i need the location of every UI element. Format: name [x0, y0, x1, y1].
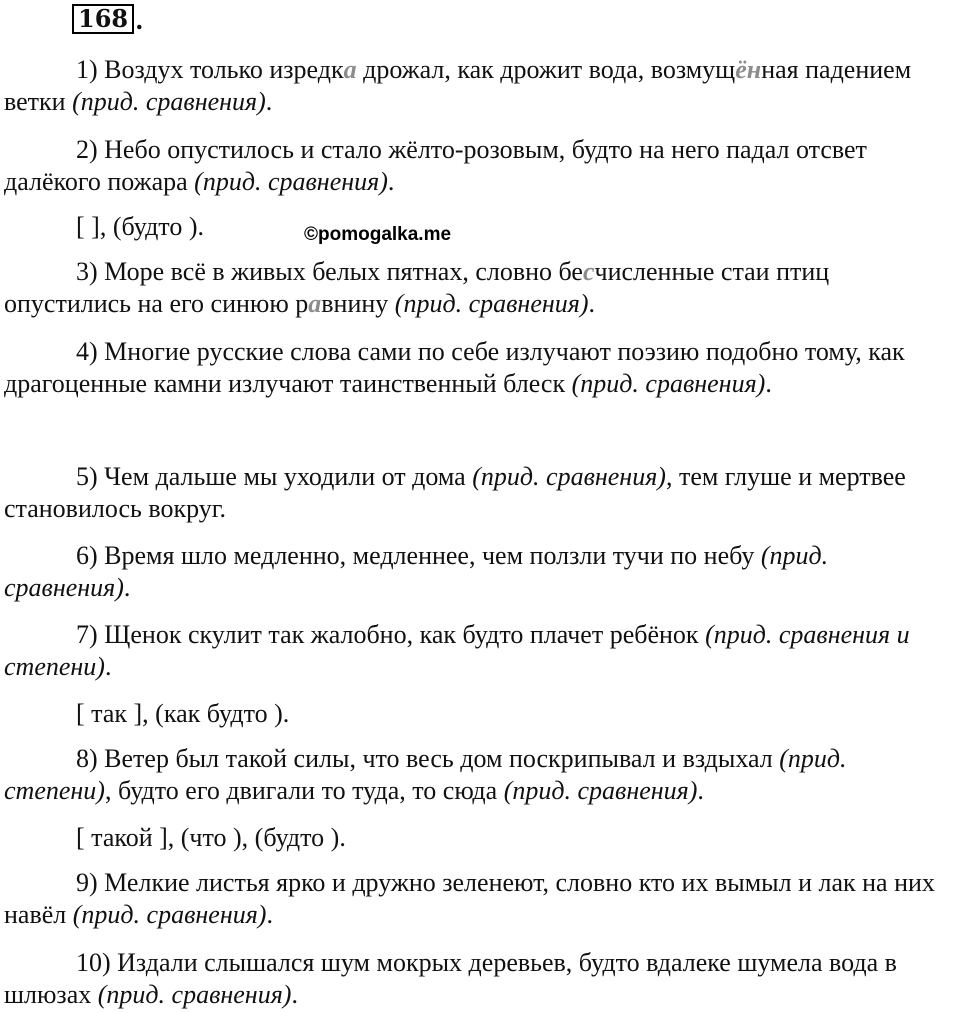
sentence-4-text: 4) Многие русские слова сами по себе излучают поэзию подобно тому, как драгоценные камни излучают таинственный блеск: [4, 337, 905, 398]
sentence-1-text: 1) Воздух только изредк: [76, 55, 344, 84]
clause-note: (прид. сравнения): [503, 776, 698, 805]
sentence-10: [4, 947, 960, 1011]
clause-note: (прид. сравнения): [571, 369, 766, 398]
scheme-8: [ такой ], (что ), (будто ).: [76, 823, 346, 852]
sentence-end: .: [104, 652, 112, 681]
clause-note: (прид. сравнения): [394, 289, 589, 318]
highlight-letter: а: [308, 289, 322, 318]
highlight-letter: с: [582, 257, 595, 286]
clause-note: (прид. сравнения): [472, 462, 666, 491]
sentence-7-text: 7) Щенок скулит так жалобно, как будто плачет ребёнок: [76, 620, 706, 649]
clause-note: (прид. сравнения): [72, 900, 267, 929]
sentence-end: .: [588, 289, 595, 318]
sentence-8-text: , будто его двигали то туда, то сюда: [104, 776, 504, 805]
sentence-5: [4, 461, 960, 525]
sentence-3: [4, 256, 960, 320]
exercise-number-box: 168: [72, 4, 134, 34]
exercise-number-dot: .: [135, 6, 144, 35]
sentence-end: .: [266, 900, 273, 929]
sentence-end: .: [123, 573, 131, 602]
scheme-2: [ ], (будто ).: [76, 212, 204, 241]
sentence-end: .: [765, 369, 772, 398]
sentence-8: [4, 743, 960, 807]
highlight-letter: ён: [735, 55, 762, 84]
sentence-9-text: 9) Мелкие листья ярко и дружно зеленеют, словно кто их вымыл и лак на них навёл: [4, 868, 935, 929]
sentence-2: [4, 134, 960, 198]
sentence-7: [4, 619, 960, 683]
scheme-7: [ так ], (как будто ).: [76, 699, 290, 728]
sentence-2-text: 2) Небо опустилось и стало жёлто-розовым, будто на него падал отсвет далёкого пожара: [4, 135, 867, 196]
sentence-1-text: ная падением ветки: [4, 55, 912, 116]
sentence-1: [4, 54, 960, 118]
sentence-6-text: 6) Время шло медленно, медленнее, чем ползли тучи по небу: [76, 541, 761, 570]
clause-note: (прид. сравнения): [4, 541, 829, 602]
sentence-5-text: 5) Чем дальше мы уходили от дома: [76, 462, 473, 491]
watermark: ©pomogalka.me: [304, 224, 452, 245]
sentence-5-text: , тем глуше и мертвее становилось вокруг.: [4, 462, 906, 523]
sentence-end: .: [265, 87, 273, 116]
clause-note: (прид. степени): [4, 744, 847, 805]
clause-note: (прид. сравнения): [72, 87, 266, 116]
sentence-3-text: 3) Море всё в живых белых пятнах, словно бе: [76, 257, 583, 286]
sentence-4: [4, 336, 960, 400]
sentence-3-text: внину: [321, 289, 395, 318]
sentence-1-text: дрожал, как дрожит вода, возмущ: [356, 55, 736, 84]
sentence-end: .: [291, 980, 298, 1009]
sentence-8-text: 8) Ветер был такой силы, что весь дом поскрипывал и вздыхал: [76, 744, 780, 773]
sentence-9: [4, 867, 960, 931]
sentence-6: [4, 540, 960, 604]
clause-note: (прид. сравнения): [194, 167, 388, 196]
clause-note: (прид. сравнения): [97, 980, 292, 1009]
sentence-3-text: численные стаи птиц опустились на его синюю р: [4, 257, 830, 318]
sentence-end: .: [697, 776, 704, 805]
sentence-10-text: 10) Издали слышался шум мокрых деревьев, будто вдалеке шумела вода в шлюзах: [4, 948, 897, 1009]
sentence-end: .: [387, 167, 395, 196]
highlight-letter: а: [343, 55, 357, 84]
clause-note: (прид. сравнения и степени): [4, 620, 910, 681]
exercise-number: [72, 4, 143, 34]
